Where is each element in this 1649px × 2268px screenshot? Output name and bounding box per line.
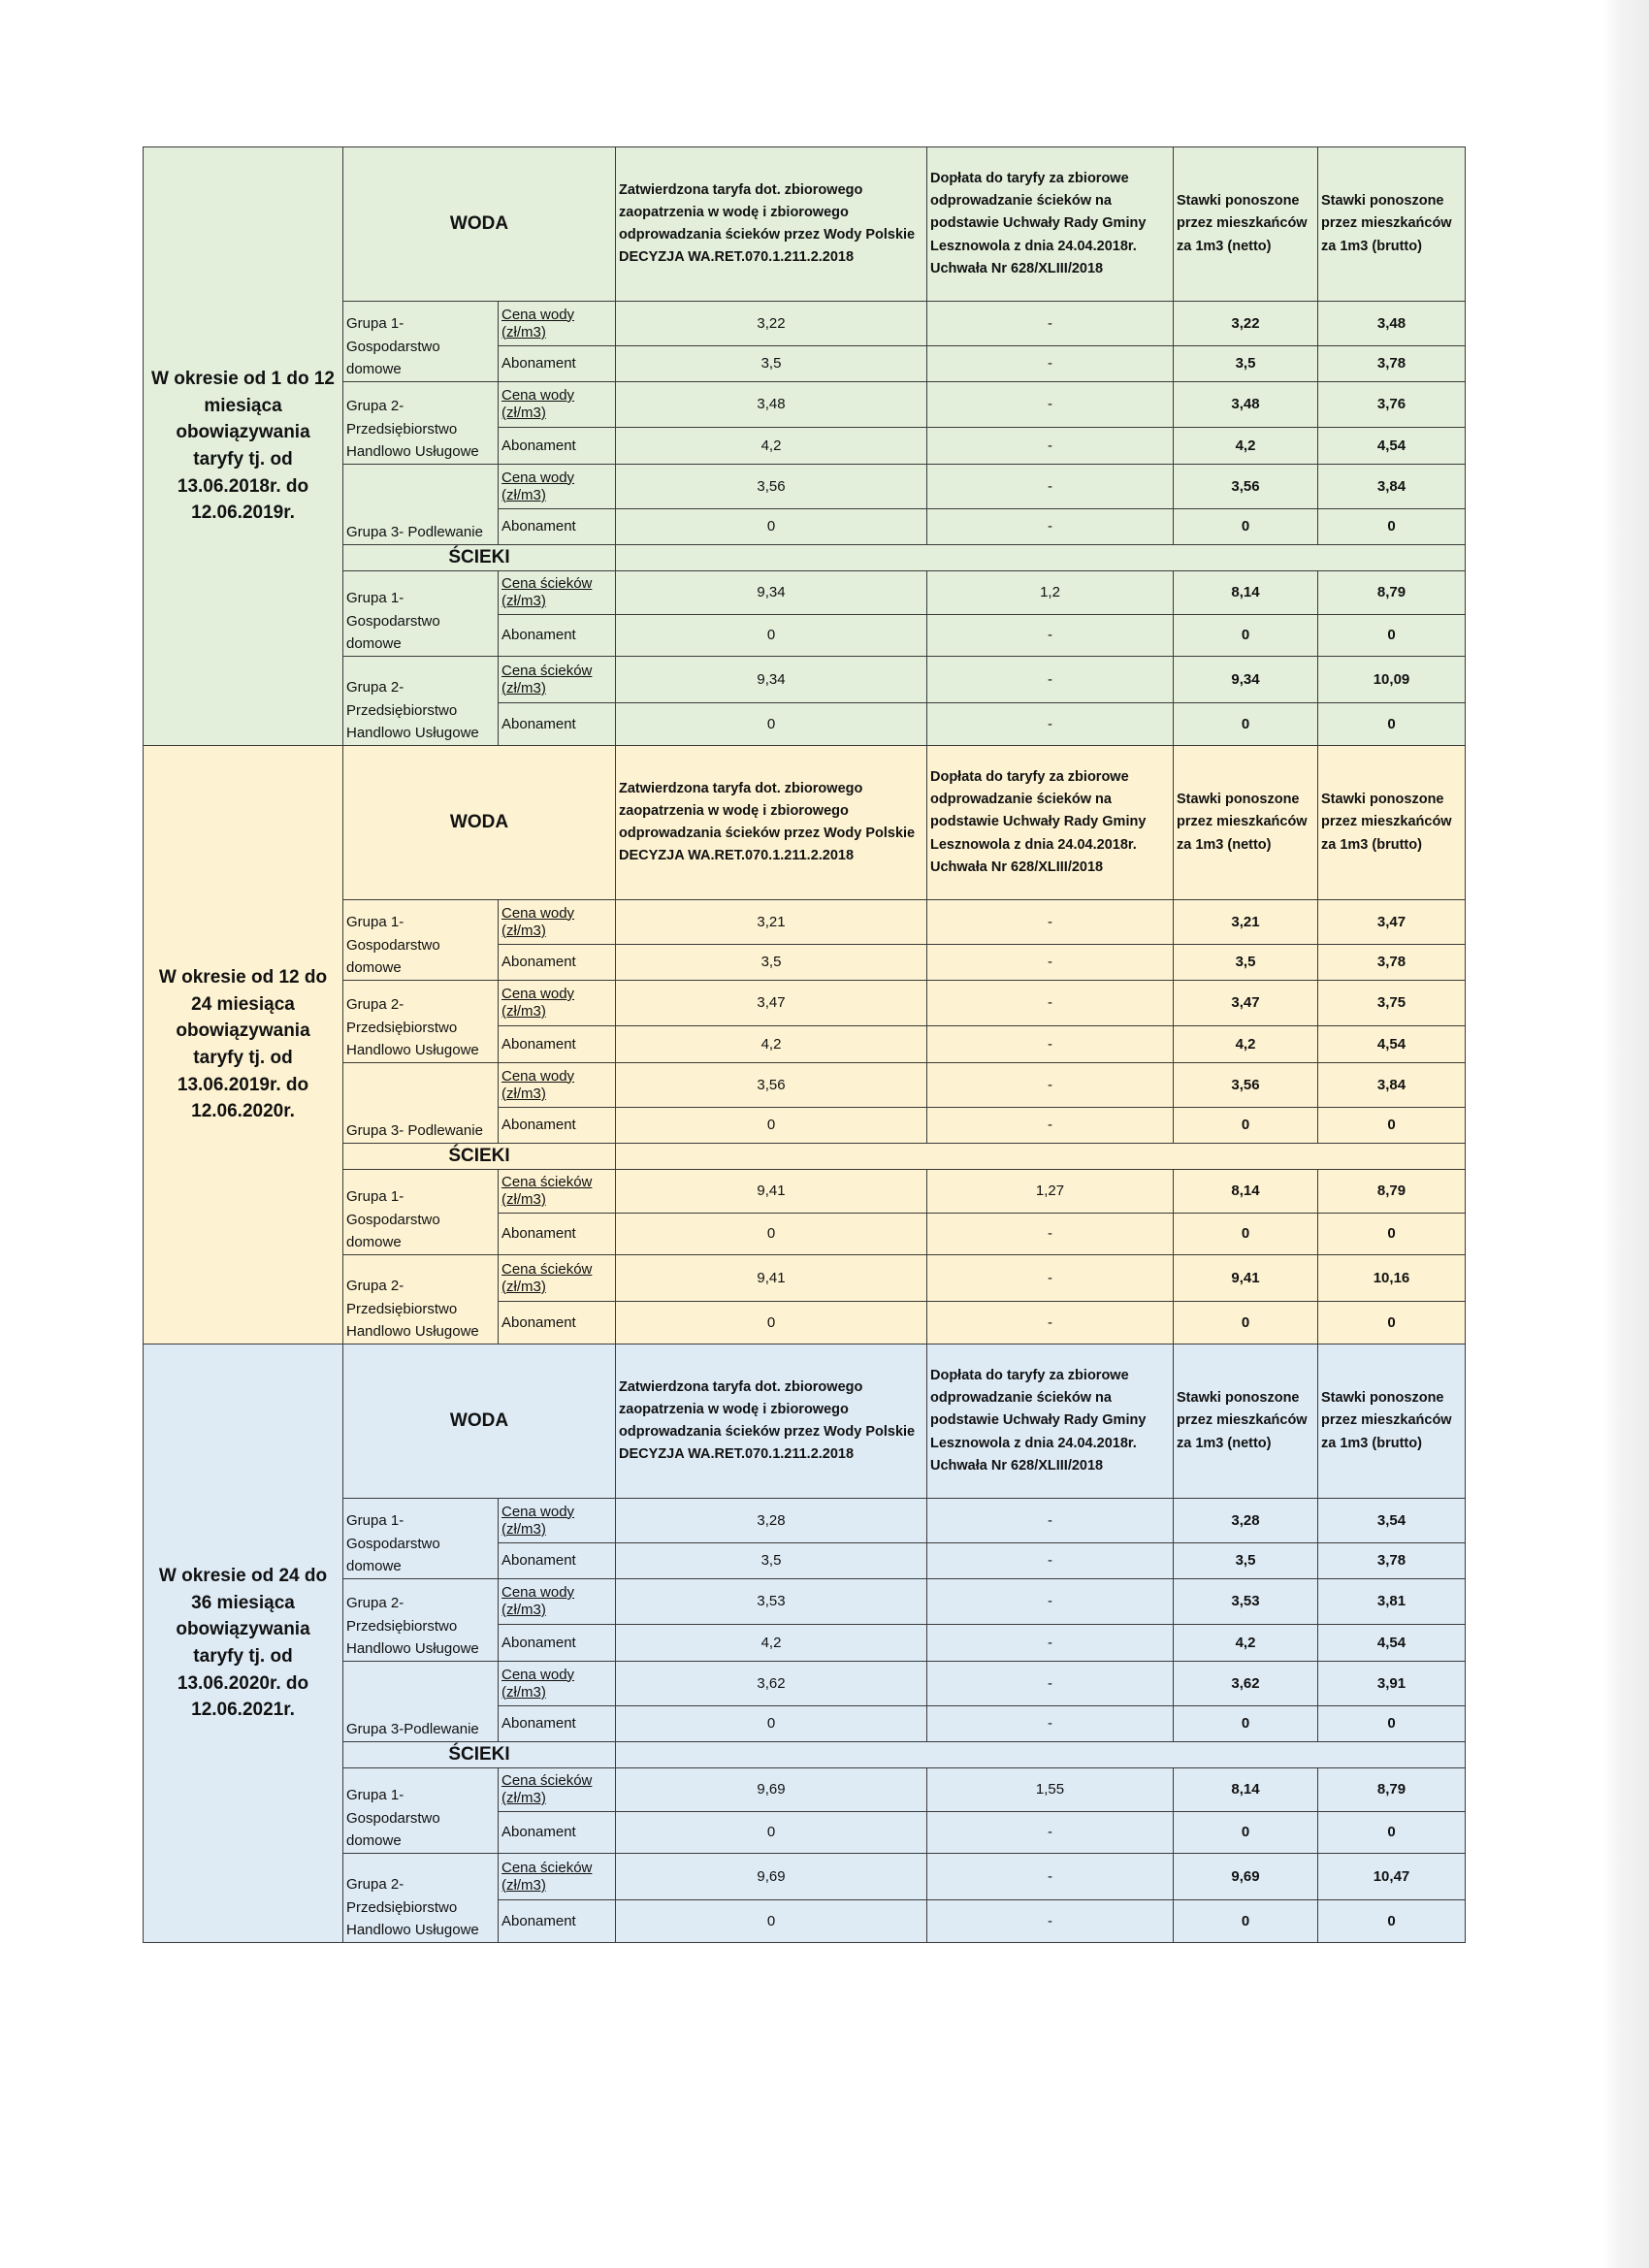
netto-value: 3,56 — [1174, 1063, 1318, 1108]
netto-value: 8,14 — [1174, 571, 1318, 615]
netto-value: 3,53 — [1174, 1579, 1318, 1625]
customer-group: Grupa 1- Gospodarstwo domowe — [343, 1499, 499, 1579]
customer-group: Grupa 3- Podlewanie — [343, 465, 499, 545]
customer-group: Grupa 3-Podlewanie — [343, 1662, 499, 1742]
netto-value: 0 — [1174, 1900, 1318, 1943]
netto-value: 0 — [1174, 1706, 1318, 1742]
brutto-value: 4,54 — [1318, 1026, 1466, 1063]
brutto-value: 3,81 — [1318, 1579, 1466, 1625]
doplata-column-header: Dopłata do taryfy za zbiorowe odprowadzanie ścieków na podstawie Uchwały Rady Gminy Lesznowola z dnia 24.04.2018r. Uchwała Nr 628/XLIII/2018 — [927, 746, 1174, 900]
brutto-column-header: Stawki ponoszone przez mieszkańców za 1m3 (brutto) — [1318, 746, 1466, 900]
subscription-label: Abonament — [499, 1214, 616, 1255]
doplata-value: - — [927, 1026, 1174, 1063]
brutto-value: 0 — [1318, 703, 1466, 746]
price-type-label: Cena ścieków (zł/m3) — [499, 1255, 616, 1302]
doplata-value: - — [927, 615, 1174, 657]
doplata-column-header: Dopłata do taryfy za zbiorowe odprowadzanie ścieków na podstawie Uchwały Rady Gminy Lesznowola z dnia 24.04.2018r. Uchwała Nr 628/XLIII/2018 — [927, 1345, 1174, 1499]
tariff-value: 3,22 — [616, 302, 927, 346]
tariff-value: 3,47 — [616, 981, 927, 1026]
customer-group: Grupa 2- Przedsiębiorstwo Handlowo Usługowe — [343, 382, 499, 465]
brutto-value: 3,78 — [1318, 346, 1466, 382]
doplata-value: 1,2 — [927, 571, 1174, 615]
doplata-value: - — [927, 703, 1174, 746]
tariff-value: 0 — [616, 1812, 927, 1854]
subscription-label: Abonament — [499, 615, 616, 657]
price-type-label: Cena ścieków (zł/m3) — [499, 1854, 616, 1900]
brutto-value: 10,09 — [1318, 657, 1466, 703]
subscription-label: Abonament — [499, 703, 616, 746]
netto-value: 3,62 — [1174, 1662, 1318, 1706]
tariff-column-header: Zatwierdzona taryfa dot. zbiorowego zaopatrzenia w wodę i zbiorowego odprowadzania ścieków przez Wody Polskie DECYZJA WA.RET.070.1.211.2.2018 — [616, 746, 927, 900]
brutto-value: 3,54 — [1318, 1499, 1466, 1543]
scan-page-edge — [1602, 0, 1649, 2268]
tariff-value: 9,34 — [616, 571, 927, 615]
brutto-value: 3,84 — [1318, 1063, 1466, 1108]
doplata-value: - — [927, 1854, 1174, 1900]
doplata-value: - — [927, 1302, 1174, 1345]
netto-column-header: Stawki ponoszone przez mieszkańców za 1m3 (netto) — [1174, 746, 1318, 900]
customer-group: Grupa 1- Gospodarstwo domowe — [343, 302, 499, 382]
tariff-value: 0 — [616, 1108, 927, 1144]
tariff-value: 9,69 — [616, 1768, 927, 1812]
empty-cell — [616, 545, 1466, 571]
subscription-label: Abonament — [499, 509, 616, 545]
price-type-label: Cena wody (zł/m3) — [499, 382, 616, 428]
brutto-value: 0 — [1318, 1812, 1466, 1854]
customer-group: Grupa 1- Gospodarstwo domowe — [343, 900, 499, 981]
customer-group: Grupa 3- Podlewanie — [343, 1063, 499, 1144]
subscription-label: Abonament — [499, 1026, 616, 1063]
netto-value: 9,34 — [1174, 657, 1318, 703]
price-type-label: Cena ścieków (zł/m3) — [499, 571, 616, 615]
subscription-label: Abonament — [499, 1812, 616, 1854]
brutto-value: 0 — [1318, 509, 1466, 545]
tariff-value: 0 — [616, 1706, 927, 1742]
price-type-label: Cena wody (zł/m3) — [499, 1499, 616, 1543]
customer-group: Grupa 2- Przedsiębiorstwo Handlowo Usługowe — [343, 1255, 499, 1345]
doplata-value: - — [927, 346, 1174, 382]
tariff-value: 4,2 — [616, 428, 927, 465]
price-type-label: Cena wody (zł/m3) — [499, 1662, 616, 1706]
subscription-label: Abonament — [499, 1108, 616, 1144]
doplata-value: - — [927, 1662, 1174, 1706]
tariff-value: 3,48 — [616, 382, 927, 428]
customer-group: Grupa 2- Przedsiębiorstwo Handlowo Usługowe — [343, 657, 499, 746]
table-row — [144, 1345, 1466, 1499]
brutto-value: 3,48 — [1318, 302, 1466, 346]
subscription-label: Abonament — [499, 1900, 616, 1943]
subscription-label: Abonament — [499, 1543, 616, 1579]
tariff-column-header: Zatwierdzona taryfa dot. zbiorowego zaopatrzenia w wodę i zbiorowego odprowadzania ścieków przez Wody Polskie DECYZJA WA.RET.070.1.211.2.2018 — [616, 1345, 927, 1499]
doplata-value: - — [927, 945, 1174, 981]
period-label: W okresie od 12 do 24 miesiąca obowiązywania taryfy tj. od 13.06.2019r. do 12.06.2020r. — [144, 746, 343, 1345]
price-type-label: Cena wody (zł/m3) — [499, 302, 616, 346]
netto-value: 0 — [1174, 1214, 1318, 1255]
price-type-label: Cena ścieków (zł/m3) — [499, 1170, 616, 1214]
brutto-column-header: Stawki ponoszone przez mieszkańców za 1m3 (brutto) — [1318, 1345, 1466, 1499]
brutto-value: 3,47 — [1318, 900, 1466, 945]
doplata-value: - — [927, 900, 1174, 945]
woda-heading: WODA — [343, 746, 616, 900]
price-type-label: Cena wody (zł/m3) — [499, 465, 616, 509]
tariff-value: 0 — [616, 703, 927, 746]
tariff-value: 4,2 — [616, 1625, 927, 1662]
customer-group: Grupa 1- Gospodarstwo domowe — [343, 571, 499, 657]
subscription-label: Abonament — [499, 346, 616, 382]
netto-value: 9,69 — [1174, 1854, 1318, 1900]
tariff-value: 9,34 — [616, 657, 927, 703]
tariff-value: 9,69 — [616, 1854, 927, 1900]
doplata-value: - — [927, 1214, 1174, 1255]
price-type-label: Cena ścieków (zł/m3) — [499, 657, 616, 703]
brutto-value: 3,84 — [1318, 465, 1466, 509]
doplata-value: - — [927, 1108, 1174, 1144]
tariff-value: 0 — [616, 1900, 927, 1943]
customer-group: Grupa 2- Przedsiębiorstwo Handlowo Usługowe — [343, 1854, 499, 1943]
scieki-heading: ŚCIEKI — [343, 545, 616, 571]
scieki-heading: ŚCIEKI — [343, 1742, 616, 1768]
doplata-value: - — [927, 981, 1174, 1026]
doplata-value: - — [927, 1900, 1174, 1943]
subscription-label: Abonament — [499, 945, 616, 981]
netto-value: 3,5 — [1174, 1543, 1318, 1579]
netto-value: 0 — [1174, 1812, 1318, 1854]
brutto-value: 0 — [1318, 1108, 1466, 1144]
brutto-value: 0 — [1318, 1214, 1466, 1255]
brutto-column-header: Stawki ponoszone przez mieszkańców za 1m3 (brutto) — [1318, 147, 1466, 302]
price-type-label: Cena wody (zł/m3) — [499, 1063, 616, 1108]
netto-value: 8,14 — [1174, 1170, 1318, 1214]
netto-value: 3,56 — [1174, 465, 1318, 509]
subscription-label: Abonament — [499, 428, 616, 465]
tariff-value: 9,41 — [616, 1170, 927, 1214]
empty-cell — [616, 1144, 1466, 1170]
price-type-label: Cena wody (zł/m3) — [499, 981, 616, 1026]
subscription-label: Abonament — [499, 1706, 616, 1742]
netto-value: 3,47 — [1174, 981, 1318, 1026]
doplata-value: - — [927, 1255, 1174, 1302]
customer-group: Grupa 2- Przedsiębiorstwo Handlowo Usługowe — [343, 981, 499, 1063]
customer-group: Grupa 1- Gospodarstwo domowe — [343, 1768, 499, 1854]
brutto-value: 4,54 — [1318, 1625, 1466, 1662]
tariff-value: 3,56 — [616, 1063, 927, 1108]
empty-cell — [616, 1742, 1466, 1768]
netto-value: 8,14 — [1174, 1768, 1318, 1812]
netto-value: 0 — [1174, 509, 1318, 545]
subscription-label: Abonament — [499, 1625, 616, 1662]
brutto-value: 10,16 — [1318, 1255, 1466, 1302]
brutto-value: 3,76 — [1318, 382, 1466, 428]
tariff-value: 0 — [616, 615, 927, 657]
brutto-value: 8,79 — [1318, 1768, 1466, 1812]
brutto-value: 3,75 — [1318, 981, 1466, 1026]
netto-value: 0 — [1174, 1108, 1318, 1144]
doplata-value: - — [927, 302, 1174, 346]
brutto-value: 8,79 — [1318, 571, 1466, 615]
brutto-value: 10,47 — [1318, 1854, 1466, 1900]
brutto-value: 3,91 — [1318, 1662, 1466, 1706]
customer-group: Grupa 1- Gospodarstwo domowe — [343, 1170, 499, 1255]
brutto-value: 0 — [1318, 1706, 1466, 1742]
brutto-value: 3,78 — [1318, 945, 1466, 981]
doplata-value: - — [927, 1499, 1174, 1543]
netto-value: 3,5 — [1174, 945, 1318, 981]
netto-column-header: Stawki ponoszone przez mieszkańców za 1m3 (netto) — [1174, 147, 1318, 302]
woda-heading: WODA — [343, 147, 616, 302]
netto-value: 3,5 — [1174, 346, 1318, 382]
tariff-value: 3,21 — [616, 900, 927, 945]
netto-value: 0 — [1174, 615, 1318, 657]
netto-value: 0 — [1174, 1302, 1318, 1345]
subscription-label: Abonament — [499, 1302, 616, 1345]
tariff-value: 3,56 — [616, 465, 927, 509]
netto-value: 4,2 — [1174, 428, 1318, 465]
doplata-value: 1,27 — [927, 1170, 1174, 1214]
doplata-value: - — [927, 1543, 1174, 1579]
netto-value: 3,28 — [1174, 1499, 1318, 1543]
scieki-heading: ŚCIEKI — [343, 1144, 616, 1170]
table-row — [144, 147, 1466, 302]
doplata-value: - — [927, 1625, 1174, 1662]
brutto-value: 8,79 — [1318, 1170, 1466, 1214]
brutto-value: 4,54 — [1318, 428, 1466, 465]
netto-value: 0 — [1174, 703, 1318, 746]
doplata-value: - — [927, 1706, 1174, 1742]
tariff-table — [143, 146, 1466, 1943]
tariff-value: 4,2 — [616, 1026, 927, 1063]
period-label: W okresie od 1 do 12 miesiąca obowiązywania taryfy tj. od 13.06.2018r. do 12.06.2019r. — [144, 147, 343, 746]
tariff-value: 3,62 — [616, 1662, 927, 1706]
tariff-column-header: Zatwierdzona taryfa dot. zbiorowego zaopatrzenia w wodę i zbiorowego odprowadzania ścieków przez Wody Polskie DECYZJA WA.RET.070.1.211.2.2018 — [616, 147, 927, 302]
tariff-value: 3,5 — [616, 945, 927, 981]
doplata-value: - — [927, 1579, 1174, 1625]
netto-column-header: Stawki ponoszone przez mieszkańców za 1m3 (netto) — [1174, 1345, 1318, 1499]
tariff-value: 3,5 — [616, 346, 927, 382]
doplata-column-header: Dopłata do taryfy za zbiorowe odprowadzanie ścieków na podstawie Uchwały Rady Gminy Lesznowola z dnia 24.04.2018r. Uchwała Nr 628/XLIII/2018 — [927, 147, 1174, 302]
table-row — [144, 746, 1466, 900]
doplata-value: - — [927, 1812, 1174, 1854]
doplata-value: - — [927, 382, 1174, 428]
doplata-value: - — [927, 465, 1174, 509]
customer-group: Grupa 2- Przedsiębiorstwo Handlowo Usługowe — [343, 1579, 499, 1662]
netto-value: 9,41 — [1174, 1255, 1318, 1302]
tariff-value: 3,5 — [616, 1543, 927, 1579]
tariff-value: 9,41 — [616, 1255, 927, 1302]
price-type-label: Cena wody (zł/m3) — [499, 900, 616, 945]
tariff-value: 3,28 — [616, 1499, 927, 1543]
doplata-value: 1,55 — [927, 1768, 1174, 1812]
netto-value: 4,2 — [1174, 1026, 1318, 1063]
brutto-value: 0 — [1318, 615, 1466, 657]
price-type-label: Cena wody (zł/m3) — [499, 1579, 616, 1625]
doplata-value: - — [927, 1063, 1174, 1108]
netto-value: 3,48 — [1174, 382, 1318, 428]
tariff-value: 3,53 — [616, 1579, 927, 1625]
period-label: W okresie od 24 do 36 miesiąca obowiązywania taryfy tj. od 13.06.2020r. do 12.06.2021r. — [144, 1345, 343, 1943]
tariff-value: 0 — [616, 509, 927, 545]
doplata-value: - — [927, 428, 1174, 465]
doplata-value: - — [927, 509, 1174, 545]
netto-value: 3,22 — [1174, 302, 1318, 346]
tariff-value: 0 — [616, 1214, 927, 1255]
brutto-value: 3,78 — [1318, 1543, 1466, 1579]
netto-value: 3,21 — [1174, 900, 1318, 945]
brutto-value: 0 — [1318, 1900, 1466, 1943]
woda-heading: WODA — [343, 1345, 616, 1499]
brutto-value: 0 — [1318, 1302, 1466, 1345]
netto-value: 4,2 — [1174, 1625, 1318, 1662]
tariff-value: 0 — [616, 1302, 927, 1345]
doplata-value: - — [927, 657, 1174, 703]
price-type-label: Cena ścieków (zł/m3) — [499, 1768, 616, 1812]
